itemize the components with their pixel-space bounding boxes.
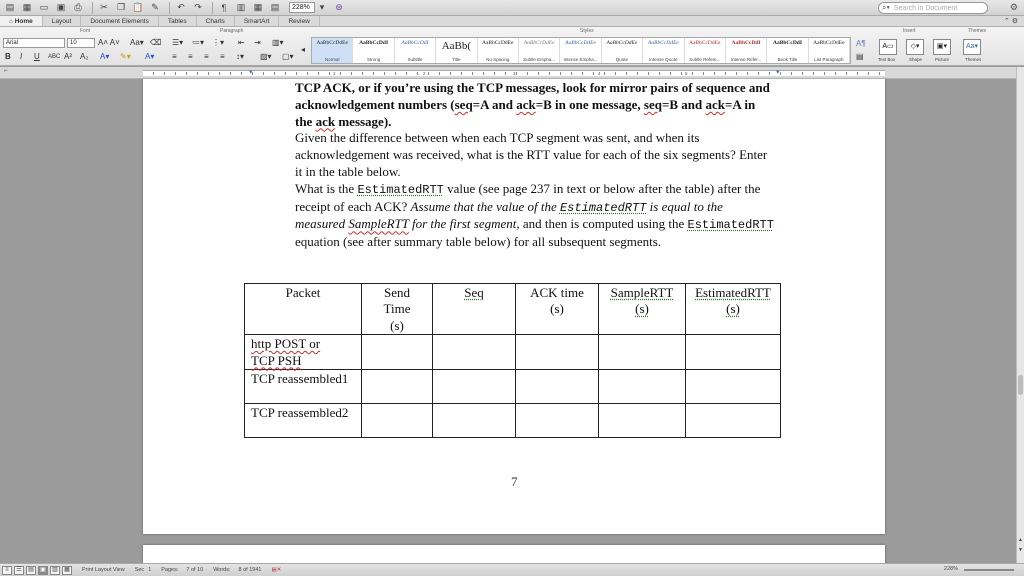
ruler-tick (714, 72, 715, 75)
ruler-tick (208, 72, 209, 75)
underline-icon[interactable]: U (34, 52, 40, 61)
tab-home[interactable]: ⌂ Home (0, 16, 43, 26)
styles-more-icon[interactable]: ▤ (856, 52, 864, 61)
ruler-tick (439, 72, 440, 75)
cell-estimated-rtt[interactable] (686, 404, 781, 438)
bullets-icon[interactable]: ☰▾ (172, 38, 184, 47)
ruler-tick (285, 72, 286, 75)
ruler-tick (747, 72, 748, 75)
cell-sample-rtt[interactable] (599, 335, 686, 370)
section-label: Sec (134, 567, 145, 573)
vertical-scrollbar[interactable] (1016, 67, 1024, 563)
ruler-tick (406, 72, 407, 75)
toolbar-options-icon[interactable]: ⚙ (1009, 2, 1018, 12)
ruler-tick (461, 72, 462, 75)
ruler-tick (560, 72, 561, 75)
decrease-indent-icon[interactable]: ⇤ (238, 38, 245, 47)
justify-icon[interactable]: ≡ (220, 52, 225, 61)
ruler-tick (527, 72, 528, 75)
paragraph-group-label: Paragraph (220, 28, 244, 34)
ruler-tick (230, 72, 231, 75)
strikethrough-icon[interactable]: ABC (48, 54, 61, 60)
align-center-icon[interactable]: ≡ (188, 52, 193, 61)
tab-stop-selector-icon[interactable]: ⌐ (4, 68, 8, 74)
style-subtle-emphasis[interactable]: AaBbCcDdEe Subtle Empha... (519, 38, 560, 63)
ruler-tick (549, 72, 550, 75)
subscript-icon[interactable]: A₂ (80, 52, 89, 61)
cell-send-time[interactable] (362, 404, 433, 438)
ruler-tick (879, 72, 880, 75)
ruler-bar (143, 70, 885, 76)
cell-estimated-rtt[interactable] (686, 335, 781, 370)
style-quote[interactable]: AaBbCcDdEe Quote (602, 38, 643, 63)
ribbon-tabs (0, 16, 1024, 27)
print-layout-view-button[interactable]: ▣ (38, 566, 48, 575)
words-value: 8 of 1941 (238, 567, 262, 573)
document-body[interactable] (295, 80, 775, 251)
table-row (245, 404, 781, 438)
style-intense-reference[interactable]: AaBbCcDdI Intense Refer... (726, 38, 767, 63)
spelling-check-icon[interactable]: ▤✕ (271, 567, 282, 573)
insert-group-label: Insert (903, 28, 916, 34)
toolbar-divider (92, 2, 93, 14)
ruler-tick (681, 72, 682, 75)
style-subtle-reference[interactable]: AaBbCcDdEe Subtle Refere... (685, 38, 726, 63)
font-color-icon[interactable]: A▾ (100, 52, 110, 61)
align-right-icon[interactable]: ≡ (204, 52, 209, 61)
draft-view-button[interactable]: ≡ (2, 566, 12, 575)
outline-view-button[interactable]: ☰ (14, 566, 24, 575)
ruler-tick (593, 72, 594, 75)
ruler-tick (824, 72, 825, 75)
ruler-tick (835, 72, 836, 75)
help-icon[interactable]: ⊛ (335, 2, 343, 12)
cell-estimated-rtt[interactable] (686, 370, 781, 404)
superscript-icon[interactable]: A² (64, 52, 72, 61)
scrollbar-thumb[interactable] (1018, 375, 1023, 395)
page-number: 7 (511, 474, 518, 489)
print-icon[interactable]: ⎙ (74, 2, 82, 12)
ruler-tick (703, 72, 704, 75)
cell-packet[interactable]: TCP reassembled2 (245, 404, 362, 438)
ruler-tick (780, 72, 781, 75)
tab-tables[interactable]: Tables (159, 16, 197, 26)
cell-packet[interactable]: TCP reassembled1 (245, 370, 362, 404)
ruler-tick (373, 72, 374, 75)
ruler-tick (318, 72, 319, 75)
ruler-tick (164, 72, 165, 75)
view-name: Print Layout View (82, 567, 125, 573)
cell-send-time[interactable] (362, 370, 433, 404)
ruler-tick (637, 72, 638, 75)
paragraph-rtt-question: Given the difference between when each TCP segment was sent, and when its acknowledgement was received, what is the RTT value for each of the six segments? Enter it in the table below. (295, 130, 768, 179)
table-header-row (245, 284, 781, 335)
header-packet: Packet (245, 284, 362, 335)
shape-icon[interactable]: ◇▾ (906, 39, 924, 55)
ruler-tick (472, 72, 473, 75)
cell-seq[interactable] (433, 404, 516, 438)
ruler-tick (648, 72, 649, 75)
ruler-tick (395, 72, 396, 75)
cell-send-time[interactable] (362, 335, 433, 370)
focus-view-button[interactable]: ▦ (62, 566, 72, 575)
notebook-view-button[interactable]: ▥ (50, 566, 60, 575)
templates-icon[interactable]: ▦ (22, 2, 32, 12)
cell-ack-time[interactable] (516, 335, 599, 370)
ruler-tick (417, 72, 418, 75)
rtt-table (244, 283, 781, 438)
style-strong[interactable]: AaBbCcDdI Strong (353, 38, 394, 63)
ruler-number: 5 (685, 71, 688, 76)
ruler-tick (296, 72, 297, 75)
ruler-tick (802, 72, 803, 75)
styles-group-label: Styles (580, 28, 594, 34)
tab-document-elements[interactable]: Document Elements (81, 16, 159, 26)
ribbon (0, 27, 1024, 66)
style-book-title[interactable]: AaBbCcDdI Book Title (767, 38, 808, 63)
style-list-paragraph[interactable]: AaBbCcDdEe List Paragraph (809, 38, 850, 63)
cell-packet[interactable]: http POST or TCP PSH (245, 335, 362, 370)
scroll-down-arrow-icon[interactable]: ▼ (1018, 547, 1023, 553)
undo-icon[interactable]: ↶ (177, 2, 185, 12)
publishing-view-button[interactable]: ▤ (26, 566, 36, 575)
save-icon[interactable]: ▣ (56, 2, 66, 12)
style-normal[interactable]: AaBbCcDdEe Normal (312, 38, 353, 63)
horizontal-ruler[interactable] (0, 67, 1016, 79)
ruler-tick (428, 72, 429, 75)
ruler-tick (175, 72, 176, 75)
cell-ack-time[interactable] (516, 370, 599, 404)
ruler-tick (384, 72, 385, 75)
zoom-field[interactable]: 228% (289, 2, 315, 13)
header-seq: Seq (433, 284, 516, 335)
ruler-tick (692, 72, 693, 75)
cell-ack-time[interactable] (516, 404, 599, 438)
themes-label: Themes (965, 57, 982, 62)
tab-charts[interactable]: Charts (197, 16, 235, 26)
text-box-label: Text Box (878, 57, 896, 62)
ruler-tick (450, 72, 451, 75)
font-group-label: Font (80, 28, 91, 34)
picture-icon[interactable]: ▣▾ (933, 39, 951, 55)
ruler-tick (769, 72, 770, 75)
bold-icon[interactable]: B (5, 52, 11, 61)
style-subtitle[interactable]: AaBbCcDdI Subtitle (395, 38, 436, 63)
ruler-number: 4 (598, 71, 601, 76)
line-spacing-icon[interactable]: ↕▾ (236, 52, 245, 61)
cell-seq[interactable] (433, 370, 516, 404)
ruler-tick (659, 72, 660, 75)
styles-scroll-left-icon[interactable]: ◂ (301, 45, 306, 54)
ruler-tick (857, 72, 858, 75)
change-case-icon[interactable]: Aa▾ (130, 38, 144, 47)
ruler-tick (626, 72, 627, 75)
cell-sample-rtt[interactable] (599, 370, 686, 404)
words-label: Words: (213, 567, 231, 573)
ruler-tick (197, 72, 198, 75)
font-size-field[interactable]: 10 (67, 38, 95, 48)
ruler-tick (571, 72, 572, 75)
status-zoom: 228% (943, 566, 958, 572)
tab-review[interactable]: Review (279, 16, 319, 26)
new-document-icon[interactable]: ▤ (5, 2, 15, 12)
style-intense-quote[interactable]: AaBbCcDdEe Intense Quote (643, 38, 684, 63)
header-estimated-rtt: EstimatedRTT (s) (686, 284, 781, 335)
zoom-dropdown-icon[interactable]: ▾ (319, 2, 325, 12)
pages-value: 7 of 10 (186, 567, 204, 573)
ruler-tick (219, 72, 220, 75)
ruler-tick (670, 72, 671, 75)
ruler-tick (846, 72, 847, 75)
open-icon[interactable]: ▭ (39, 2, 49, 12)
columns-icon[interactable]: ▤ (270, 2, 280, 12)
grow-font-icon[interactable]: A˄ A˅ (98, 38, 120, 47)
picture-label: Picture (935, 57, 950, 62)
ruler-tick (791, 72, 792, 75)
tab-smartart[interactable]: SmartArt (235, 16, 280, 26)
ruler-tick (538, 72, 539, 75)
paste-icon[interactable]: 📋 (132, 2, 144, 12)
ruler-tick (153, 72, 154, 75)
shape-label: Shape (909, 57, 923, 62)
themes-icon[interactable]: Aa▾ (963, 39, 981, 55)
ruler-tick (351, 72, 352, 75)
ruler-tick (615, 72, 616, 75)
styles-pane-icon[interactable]: A¶ (856, 39, 866, 48)
ruler-tick (758, 72, 759, 75)
table-icon[interactable]: ▦ (253, 2, 263, 12)
text-effects-icon[interactable]: A▾ (145, 52, 155, 61)
numbering-icon[interactable]: ≔▾ (192, 38, 205, 47)
borders-icon[interactable]: ▢▾ (282, 52, 294, 61)
italic-icon[interactable]: I (20, 52, 23, 61)
columns-icon[interactable]: ▥▾ (272, 38, 284, 47)
search-box[interactable] (878, 2, 988, 14)
ruler-number: 1 (333, 71, 336, 76)
ruler-number: 2 (423, 71, 426, 76)
ruler-tick (307, 72, 308, 75)
text-box-icon[interactable]: A▭ (879, 39, 897, 55)
ruler-tick (813, 72, 814, 75)
search-placeholder: Search in Document (893, 4, 958, 12)
ruler-tick (604, 72, 605, 75)
sidebar-icon[interactable]: ▥ (236, 2, 246, 12)
header-ack-time: ACK time (s) (516, 284, 599, 335)
paragraph-instructions: TCP ACK, or if you’re using the TCP messages, look for mirror pairs of sequence and acknowledgement numbers (seq=A and ack=B in one message, seq=B and ack=A in the ack message). (295, 80, 770, 129)
table-row (245, 370, 781, 404)
redo-icon[interactable]: ↷ (194, 2, 202, 12)
style-title[interactable]: AaBb( Title (436, 38, 477, 63)
ruler-tick (868, 72, 869, 75)
ruler-tick (263, 72, 264, 75)
document-page[interactable] (143, 79, 885, 534)
header-sample-rtt: SampleRTT (s) (599, 284, 686, 335)
format-painter-icon[interactable]: ✎ (151, 2, 159, 12)
zoom-slider[interactable] (964, 569, 1014, 571)
ruler-tick (505, 72, 506, 75)
toolbar-divider (169, 2, 170, 14)
ruler-number: 3 (513, 71, 516, 76)
align-left-icon[interactable]: ≡ (172, 52, 177, 61)
ruler-tick (186, 72, 187, 75)
tab-layout[interactable]: Layout (43, 16, 82, 26)
cell-sample-rtt[interactable] (599, 404, 686, 438)
style-no-spacing[interactable]: AaBbCcDdEe No Spacing (478, 38, 519, 63)
document-area (0, 79, 1016, 563)
section-value: 1 (148, 567, 152, 573)
ruler-tick (340, 72, 341, 75)
toolbar-divider (212, 2, 213, 14)
ruler-tick (725, 72, 726, 75)
scroll-up-arrow-icon[interactable]: ▲ (1018, 537, 1023, 543)
status-bar (0, 563, 1024, 576)
pages-label: Pages: (161, 567, 179, 573)
multilevel-list-icon[interactable]: ⋮▾ (212, 38, 225, 47)
ruler-tick (241, 72, 242, 75)
ruler-tick (362, 72, 363, 75)
themes-group-label: Themes (968, 28, 987, 34)
ruler-tick (736, 72, 737, 75)
right-indent-marker-icon[interactable]: ▾ (776, 69, 780, 76)
copy-icon[interactable]: ❐ (116, 2, 126, 12)
table-row (245, 335, 781, 370)
styles-gallery (311, 37, 851, 64)
ruler-tick (274, 72, 275, 75)
style-intense-emphasis[interactable]: AaBbCcDdEe Intense Empha... (560, 38, 601, 63)
highlight-icon[interactable]: ✎▾ (120, 52, 131, 61)
shading-icon[interactable]: ▨▾ (260, 52, 272, 61)
ruler-tick (516, 72, 517, 75)
cell-seq[interactable] (433, 335, 516, 370)
ruler-tick (494, 72, 495, 75)
clear-formatting-icon[interactable]: ⌫ (150, 38, 162, 47)
ruler-tick (582, 72, 583, 75)
search-icon: ⌕▾ (882, 3, 890, 12)
font-name-field[interactable]: Arial (3, 38, 65, 48)
ribbon-collapse-icon[interactable]: ⌃ ⚙ (1003, 18, 1018, 25)
ruler-tick (329, 72, 330, 75)
header-send-time: Send Time (s) (362, 284, 433, 335)
increase-indent-icon[interactable]: ⇥ (254, 38, 261, 47)
left-indent-marker-icon[interactable]: ▾ (249, 69, 253, 76)
show-formatting-icon[interactable]: ¶ (221, 2, 227, 13)
cut-icon[interactable]: ✂ (100, 2, 108, 12)
standard-toolbar (0, 0, 1024, 16)
paragraph-estimated-rtt: What is the EstimatedRTT value (see page 237 in text or below after the table) after the receipt of each ACK? Assume that the value of the EstimatedRTT is equal to the measured SampleRTT for the first segment, and then is computed using the EstimatedRTT equation (see after summary table below) for all subsequent segments. (295, 180, 774, 250)
next-page[interactable] (143, 545, 885, 563)
ruler-tick (483, 72, 484, 75)
